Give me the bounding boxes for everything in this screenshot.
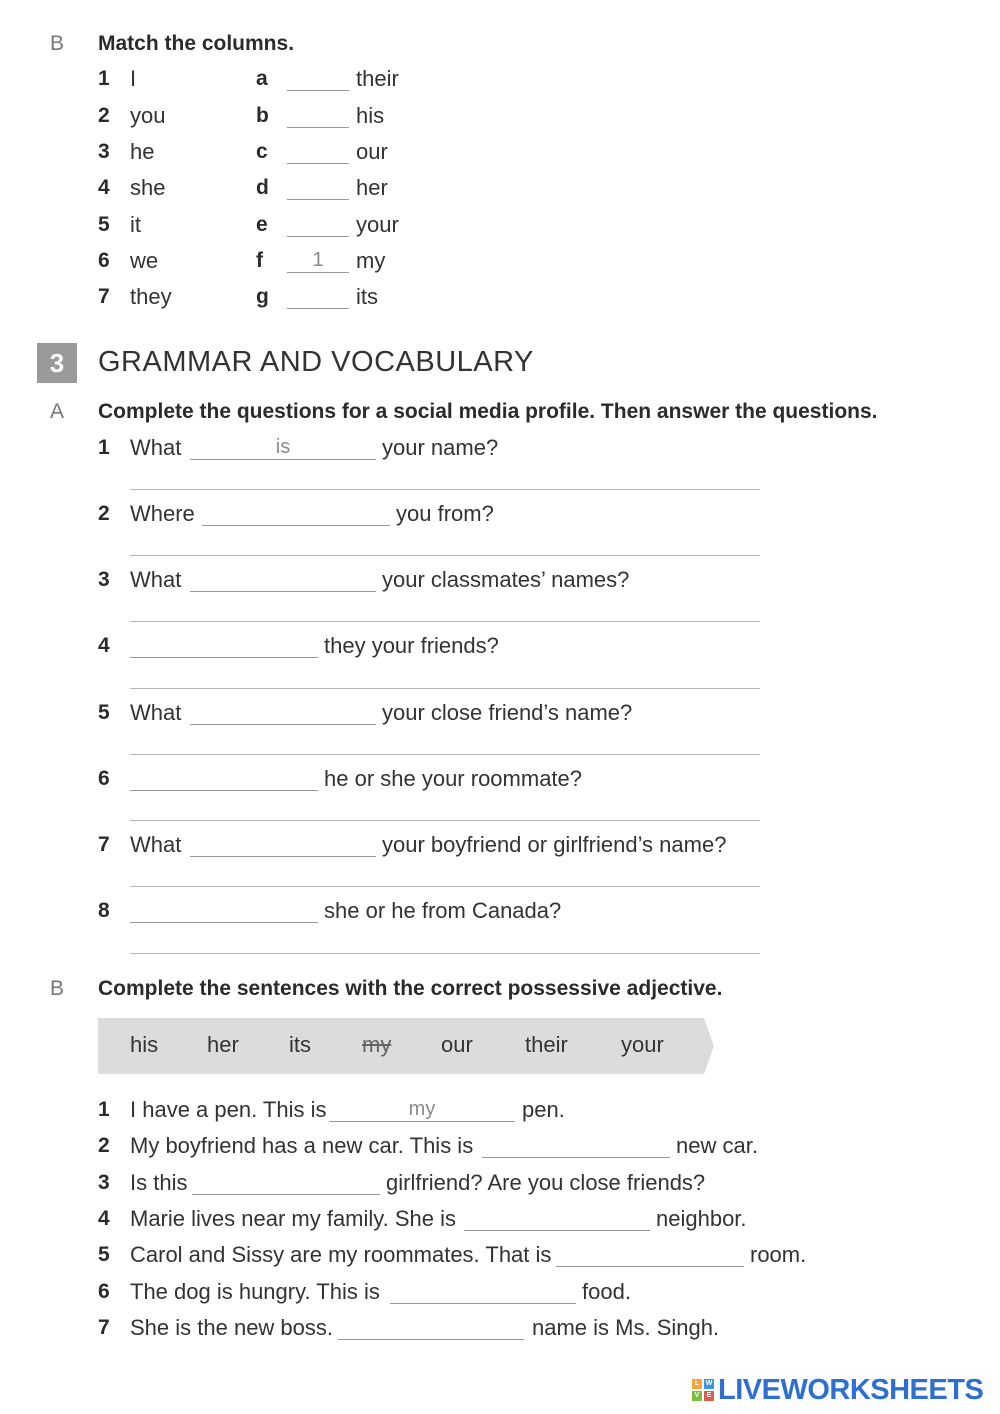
question-suffix: your name? (382, 435, 499, 460)
item-number: 6 (98, 249, 110, 272)
possessive: my (356, 248, 386, 273)
item-number: 5 (98, 701, 110, 724)
question-item (98, 700, 633, 725)
sentence-prefix: My boyfriend has a new car. This is (130, 1133, 474, 1158)
match-right-item (256, 284, 378, 309)
item-number: 4 (98, 634, 110, 657)
question-blank[interactable] (130, 634, 318, 658)
sentence-suffix: neighbor. (656, 1206, 747, 1231)
possessive: their (356, 66, 399, 91)
match-right-item (256, 139, 388, 164)
match-answer-blank[interactable] (287, 140, 349, 164)
sentence-prefix: The dog is hungry. This is (130, 1279, 380, 1304)
possessive: her (356, 175, 388, 200)
question-suffix: your classmates’ names? (382, 567, 630, 592)
possessive: its (356, 284, 378, 309)
item-letter: f (256, 249, 263, 272)
pronoun: I (130, 66, 137, 91)
logo-cell: E (704, 1391, 714, 1401)
sentence-item (98, 1133, 758, 1158)
question-prefix: What (130, 435, 182, 460)
item-number: 3 (98, 1171, 110, 1194)
question-item (98, 898, 562, 923)
sentence-blank[interactable] (192, 1171, 380, 1195)
sentence-prefix: She is the new boss. (130, 1315, 334, 1340)
sentence-suffix: name is Ms. Singh. (532, 1315, 720, 1340)
match-right-item (256, 103, 385, 128)
match-left-item (98, 284, 172, 309)
question-prefix: What (130, 567, 182, 592)
item-letter: a (256, 67, 268, 90)
match-instruction: Match the columns. (98, 32, 295, 55)
question-prefix: What (130, 700, 182, 725)
item-number: 3 (98, 568, 110, 591)
answer-line[interactable] (130, 820, 760, 821)
liveworksheets-logo (692, 1372, 983, 1408)
logo-icon (692, 1379, 714, 1401)
sentence-item (98, 1097, 565, 1122)
match-right-item (256, 66, 399, 91)
item-number: 2 (98, 104, 110, 127)
question-suffix: your close friend’s name? (382, 700, 633, 725)
match-answer-blank[interactable]: 1 (287, 249, 349, 273)
question-item (98, 435, 499, 460)
question-suffix: he or she your roommate? (324, 766, 583, 791)
question-blank[interactable]: is (190, 436, 376, 460)
sentence-blank[interactable] (556, 1243, 744, 1267)
match-left-item (98, 103, 166, 128)
word-bank-item: his (130, 1032, 159, 1057)
sentence-prefix: Marie lives near my family. She is (130, 1206, 457, 1231)
question-item (98, 633, 499, 658)
item-number: 1 (98, 436, 110, 459)
item-number: 3 (98, 140, 110, 163)
question-item (98, 766, 583, 791)
match-right-item (256, 212, 399, 237)
match-right-item (256, 248, 386, 273)
sentence-item (98, 1242, 807, 1267)
answer-line[interactable] (130, 953, 760, 954)
word-bank-item: your (621, 1032, 664, 1057)
section-b-letter: B (50, 32, 65, 55)
match-answer-blank[interactable] (287, 104, 349, 128)
question-blank[interactable] (130, 899, 318, 923)
sentence-prefix: Carol and Sissy are my roommates. That is (130, 1242, 552, 1267)
question-suffix: she or he from Canada? (324, 898, 562, 923)
sentence-suffix: room. (750, 1242, 807, 1267)
word-bank-item: her (207, 1032, 239, 1057)
match-right-item (256, 175, 388, 200)
match-left-item (98, 66, 137, 91)
pronoun: they (130, 284, 172, 309)
answer-line[interactable] (130, 489, 760, 490)
word-bank (98, 1018, 704, 1074)
match-answer-blank[interactable] (287, 213, 349, 237)
match-answer-blank[interactable] (287, 67, 349, 91)
answer-line[interactable] (130, 886, 760, 887)
pronoun: he (130, 139, 155, 164)
item-number: 6 (98, 767, 110, 790)
item-letter: d (256, 176, 269, 199)
logo-cell: W (705, 1380, 713, 1387)
sentence-prefix: Is this (130, 1170, 188, 1195)
question-blank[interactable] (130, 767, 318, 791)
item-number: 5 (98, 1243, 110, 1266)
word-bank-item: their (525, 1032, 568, 1057)
answer-line[interactable] (130, 555, 760, 556)
word-bank-item-used: my (362, 1032, 392, 1057)
item-letter: g (256, 285, 269, 308)
item-number: 6 (98, 1280, 110, 1303)
item-number: 2 (98, 502, 110, 525)
possessive: your (356, 212, 399, 237)
match-answer-blank[interactable] (287, 285, 349, 309)
question-blank[interactable] (190, 701, 376, 725)
pronoun: we (130, 248, 159, 273)
question-item (98, 501, 494, 526)
sentence-item (98, 1279, 631, 1304)
sentence-blank[interactable] (482, 1134, 670, 1158)
possessive: our (356, 139, 388, 164)
sentence-item (98, 1206, 747, 1231)
sentence-item (98, 1170, 706, 1195)
word-bank-item: our (441, 1032, 473, 1057)
sentence-blank[interactable] (338, 1316, 524, 1340)
question-prefix: Where (130, 501, 195, 526)
question-prefix: What (130, 832, 182, 857)
answer-line[interactable] (130, 754, 760, 755)
item-number: 7 (98, 285, 110, 308)
match-left-item (98, 175, 166, 200)
sentence-item (98, 1315, 720, 1340)
section-b2-letter: B (50, 977, 65, 1000)
sentence-blank[interactable] (390, 1280, 576, 1304)
item-number: 4 (98, 1207, 110, 1230)
sentence-suffix: pen. (522, 1097, 565, 1122)
question-blank[interactable] (190, 568, 376, 592)
sentence-blank[interactable] (464, 1207, 650, 1231)
question-blank[interactable] (190, 833, 376, 857)
item-number: 7 (98, 833, 110, 856)
item-letter: e (256, 213, 268, 236)
item-number: 5 (98, 213, 110, 236)
pronoun: she (130, 175, 166, 200)
possessive: his (356, 103, 385, 128)
section-title: GRAMMAR AND VOCABULARY (98, 346, 534, 378)
sentence-suffix: food. (582, 1279, 631, 1304)
logo-cell: L (692, 1379, 702, 1389)
match-left-item (98, 248, 159, 273)
question-suffix: your boyfriend or girlfriend’s name? (382, 832, 727, 857)
match-answer-blank[interactable] (287, 176, 349, 200)
question-suffix: you from? (396, 501, 494, 526)
sentence-suffix: new car. (676, 1133, 758, 1158)
match-left-item (98, 212, 141, 237)
item-number: 1 (98, 1098, 110, 1121)
answer-line[interactable] (130, 621, 760, 622)
item-number: 4 (98, 176, 110, 199)
item-number: 2 (98, 1134, 110, 1157)
questions-instruction: Complete the questions for a social media profile. Then answer the questions. (98, 400, 878, 423)
word-bank-item: its (289, 1032, 311, 1057)
question-blank[interactable] (202, 502, 390, 526)
sentence-prefix: I have a pen. This is (130, 1097, 327, 1122)
section-number-badge: 3 (37, 343, 77, 383)
sentence-blank[interactable]: my (329, 1098, 515, 1122)
answer-line[interactable] (130, 688, 760, 689)
question-suffix: they your friends? (324, 633, 499, 658)
pronoun: it (130, 212, 141, 237)
section-a-letter: A (50, 400, 65, 423)
pronoun: you (130, 103, 166, 128)
item-number: 8 (98, 899, 110, 922)
possessive-instruction: Complete the sentences with the correct possessive adjective. (98, 977, 723, 1000)
logo-text: LIVEWORKSHEETS (718, 1373, 984, 1406)
match-left-item (98, 139, 155, 164)
item-letter: c (256, 140, 268, 163)
item-number: 7 (98, 1316, 110, 1339)
question-item (98, 832, 727, 857)
sentence-suffix: girlfriend? Are you close friends? (386, 1170, 706, 1195)
question-item (98, 567, 630, 592)
logo-cell: V (692, 1391, 702, 1401)
item-letter: b (256, 104, 269, 127)
item-number: 1 (98, 67, 110, 90)
